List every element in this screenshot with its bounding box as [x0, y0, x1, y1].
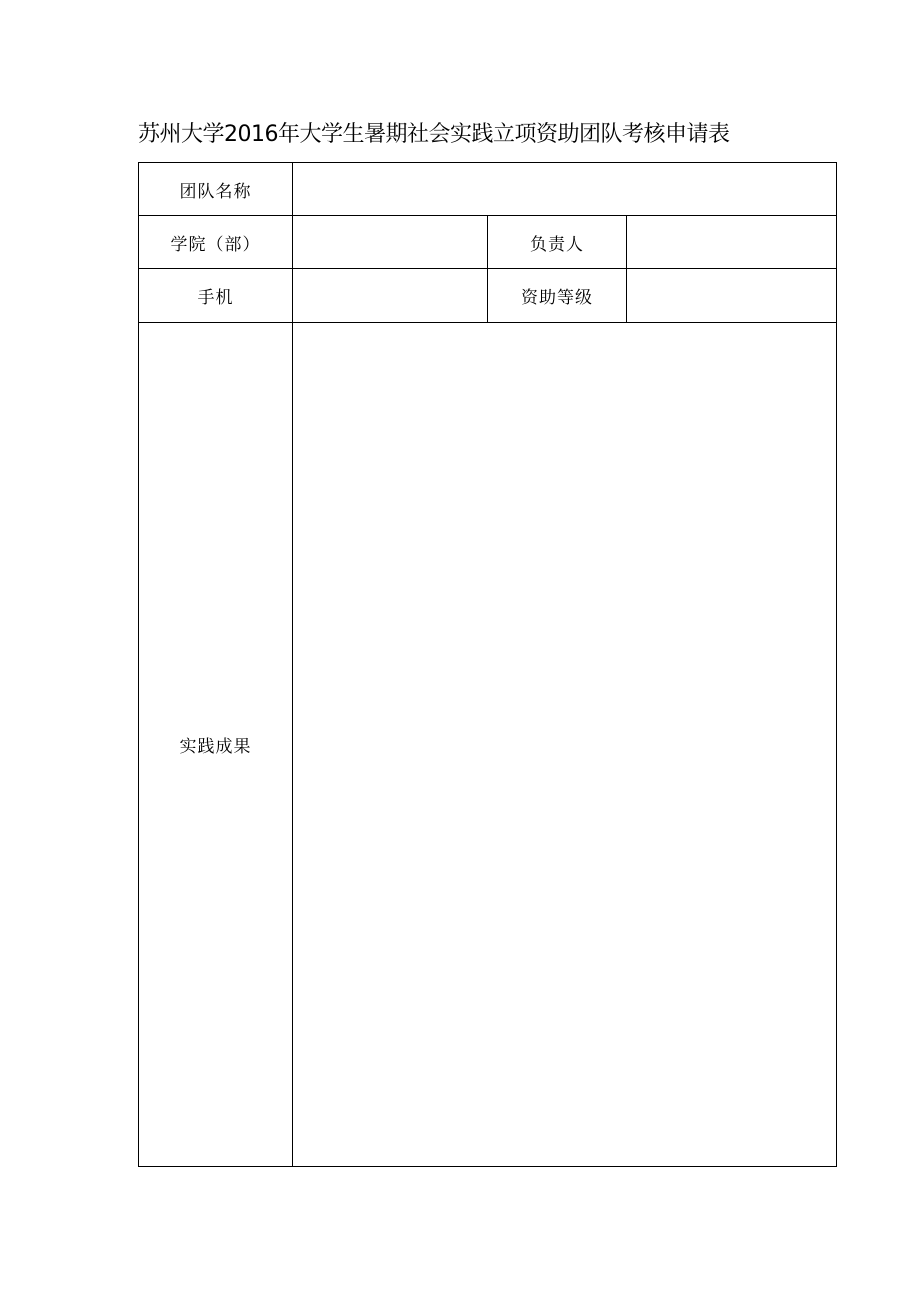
college-label: 学院（部） [139, 216, 293, 269]
results-label: 实践成果 [139, 323, 293, 1167]
college-field[interactable] [293, 216, 488, 269]
college-leader-row [139, 216, 837, 269]
team-name-field[interactable] [293, 163, 837, 216]
team-name-row [139, 163, 837, 216]
application-form-table [138, 162, 837, 1167]
results-row [139, 323, 837, 1167]
leader-label: 负责人 [488, 216, 627, 269]
funding-level-field[interactable] [627, 269, 837, 323]
team-name-label: 团队名称 [139, 163, 293, 216]
phone-label: 手机 [139, 269, 293, 323]
phone-field[interactable] [293, 269, 488, 323]
phone-funding-row [139, 269, 837, 323]
leader-field[interactable] [627, 216, 837, 269]
funding-level-label: 资助等级 [488, 269, 627, 323]
results-field[interactable] [293, 323, 837, 1167]
page-title: 苏州大学2016年大学生暑期社会实践立项资助团队考核申请表 [138, 122, 730, 147]
